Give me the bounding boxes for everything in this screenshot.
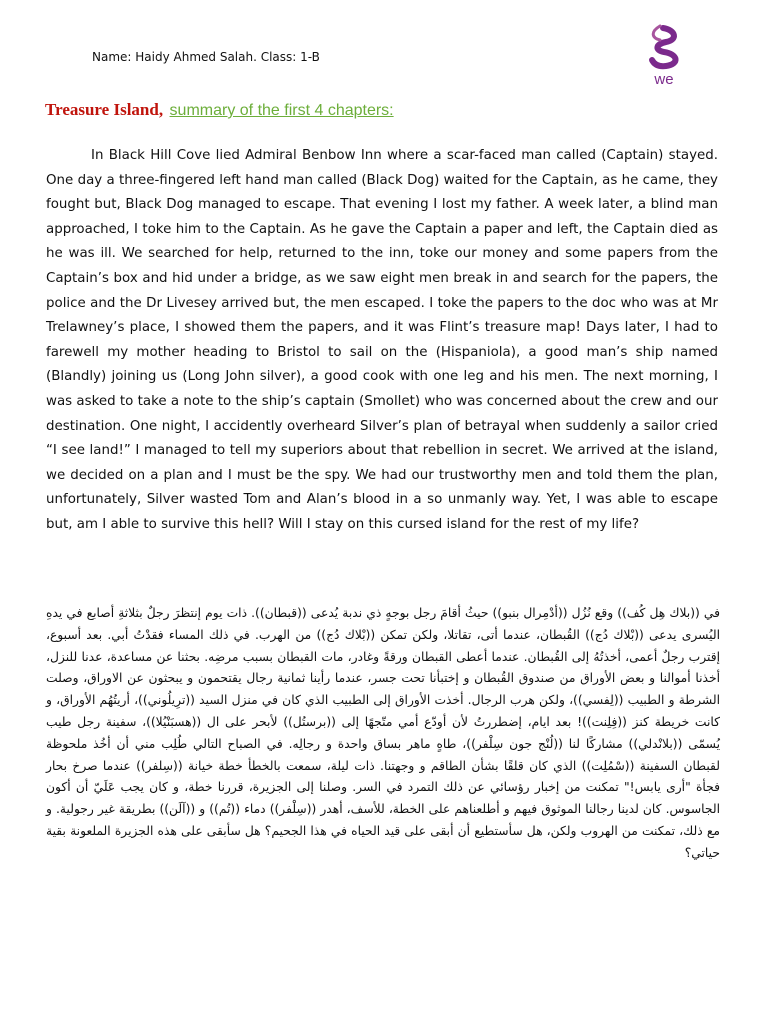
student-header: Name: Haidy Ahmed Salah. Class: 1-B xyxy=(92,50,320,64)
svg-text:we: we xyxy=(654,71,674,88)
document-title xyxy=(45,100,394,120)
summary-arabic: في ((بلاك هِل كُف)) وقع نُزُل ((أدْمِرال بنبو)) حيثُ أقامَ رجل بوجهٍ ذي ندبة يُدعى ((قبطان)). ذات يوم إنتظرَ رجلٌ بثلاثةِ أصابع في يدهِ اليُسرى يدعى ((بْلاك دُج)) القُبطان، عندما أتى، تقاتلا، ولكن تمكن ((بْلاك دُج)) من الهرب. في ذلك المساء فقدْتُ أبي. بعد أسبوع، إقترب رجلٌ أعمى، أخذتُهُ إلى القُبطان. عندما أعطى القبطان ورقةً وغادر، مات القبطان بسبب مرضِه. بحثنا عن مساعدة، عدنا للنزل، أخذنا أموالنا و بعض الأوراق من صندوق القُبطان و إختبأنا تحت جسر، عندما رأينا ثمانية رجال يقتحمون و يبحثون عن الاوراق، وصلت الشرطة و الطبيب ((لِفسي))، ولكن هرب الرجال. أخذت الأوراق إلى الطبيب الذي كان في منزل السيد ((ترِيلُوني))، أريتُهُم الأوراق، و كانت خريطة كنز ((فِلِنت))! بعد ايام، إضطررتُ لأن أودّع أمي متّجهًا إلى ((برستُل)) لأبحر على ال ((هسبَنْيُلا))، سفينة رجل طيب يُسمّى ((بلانْدلي)) مشاركًا لنا ((لُنْج جون سِلْفر))، طاهٍ ماهر بساق واحدة و رجالِه. في الصباح التالي طُلِب مني أن أخُذ ملحوظة لقبطان السفينة ((سْمُلِت)) الذي كان قلقًا بشأن الطاقم و وجهتنا. ذات ليلة، سمعت بالخطأ خطة خيانة ((سِلفر)) عندما صرخ بحار فجأة "أرى يابس!" تمكنت من إخبار رؤسائي عن ذلك التمرد في السر. وصلنا إلى الجزيرة، قررنا خطة، و كان يجب عَلَيّ أن أكون الجاسوس. كان لدينا رجالنا الموثوق فيهم و أطلعناهم على الخطة، للأسف، أهدر ((سِلْفر)) دماء ((تُم)) و ((آلَن)) بطريقة غير رجولية. و مع ذلك، تمكنت من الهروب ولكن، هل سأستطيع أن أبقى على قيد الحياه في هذا الجحيم؟ هل سأبقى على هذه الجزيرة الملعونة بقية حياتي؟ xyxy=(46,606,720,860)
we-logo-icon xyxy=(636,24,692,88)
title-main: Treasure Island, xyxy=(45,100,164,119)
summary-english: In Black Hill Cove lied Admiral Benbow Inn where a scar-faced man called (Captain) stayed. One day a three-fingered left hand man called (Black Dog) waited for the Captain, as he came, they fought but, Black Dog managed to escape. That evening I lost my father. A week later, a blind man approached, I toke him to the Captain. As he gave the Captain a paper and left, the Captain died as he was ill. We searched for help, returned to the inn, toke our money and some papers from the Captain’s box and hid under a bridge, as we saw eight men break in and search for the papers, the police and the Dr Livesey arrived but, the men escaped. I toke the papers to the doc who was at Mr Trelawney’s place, I showed them the papers, and it was Flint’s treasure map! Days later, I had to farewell my mother heading to Bristol to sail on the (Hispaniola), a good man’s ship named (Blandly) joining us (Long John silver), a good cook with one leg and his men. The next morning, I was asked to take a note to the ship’s captain (Smollet) who was concerned about the crew and our destination. One night, I accidently overheard Silver’s plan of betrayal when suddenly a sailor cried “I see land!” I managed to tell my superiors about that rebellion in secret. We arrived at the island, we decided on a plan and I must be the spy. We had our trustworthy men and told them the plan, unfortunately, Silver wasted Tom and Alan’s blood in a so unmanly way. Yet, I was able to escape but, am I able to survive this hell? Will I stay on this cursed island for the rest of my life? xyxy=(46,148,718,532)
title-subtitle: summary of the first 4 chapters: xyxy=(169,102,394,119)
